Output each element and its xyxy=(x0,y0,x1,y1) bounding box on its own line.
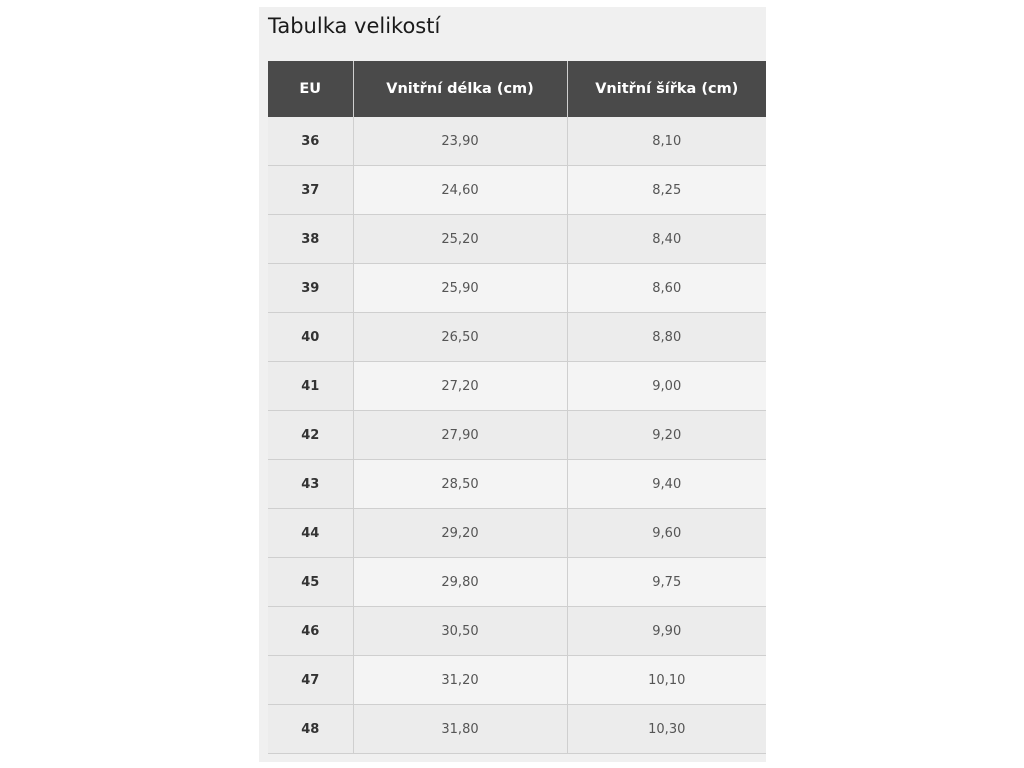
table-row xyxy=(268,509,766,558)
cell-eu-size: 47 xyxy=(268,656,353,705)
table-row xyxy=(268,117,766,166)
cell-inner-length: 31,20 xyxy=(353,656,567,705)
cell-eu-size: 43 xyxy=(268,460,353,509)
cell-eu-size: 44 xyxy=(268,509,353,558)
table-row xyxy=(268,362,766,411)
table-row xyxy=(268,215,766,264)
header-eu: EU xyxy=(268,61,353,117)
size-chart-panel xyxy=(259,7,766,762)
cell-inner-width: 9,40 xyxy=(567,460,766,509)
cell-inner-length: 26,50 xyxy=(353,313,567,362)
table-row xyxy=(268,460,766,509)
cell-inner-width: 8,80 xyxy=(567,313,766,362)
cell-inner-length: 24,60 xyxy=(353,166,567,215)
cell-inner-length: 27,90 xyxy=(353,411,567,460)
size-table xyxy=(268,61,766,754)
cell-eu-size: 36 xyxy=(268,117,353,166)
cell-inner-width: 9,90 xyxy=(567,607,766,656)
table-row xyxy=(268,411,766,460)
cell-inner-length: 28,50 xyxy=(353,460,567,509)
cell-eu-size: 45 xyxy=(268,558,353,607)
cell-eu-size: 38 xyxy=(268,215,353,264)
table-row xyxy=(268,264,766,313)
cell-eu-size: 46 xyxy=(268,607,353,656)
cell-inner-length: 25,20 xyxy=(353,215,567,264)
cell-eu-size: 41 xyxy=(268,362,353,411)
table-row xyxy=(268,166,766,215)
cell-inner-width: 10,30 xyxy=(567,705,766,754)
table-row xyxy=(268,656,766,705)
cell-inner-width: 8,40 xyxy=(567,215,766,264)
table-row xyxy=(268,705,766,754)
cell-inner-width: 8,10 xyxy=(567,117,766,166)
cell-inner-length: 29,80 xyxy=(353,558,567,607)
table-row xyxy=(268,607,766,656)
cell-inner-width: 9,75 xyxy=(567,558,766,607)
cell-inner-width: 8,25 xyxy=(567,166,766,215)
cell-eu-size: 48 xyxy=(268,705,353,754)
page-title: Tabulka velikostí xyxy=(268,14,441,38)
header-inner-length: Vnitřní délka (cm) xyxy=(353,61,567,117)
cell-inner-length: 25,90 xyxy=(353,264,567,313)
cell-inner-width: 9,00 xyxy=(567,362,766,411)
header-row xyxy=(268,61,766,117)
cell-inner-length: 31,80 xyxy=(353,705,567,754)
cell-inner-length: 23,90 xyxy=(353,117,567,166)
header-inner-width: Vnitřní šířka (cm) xyxy=(567,61,766,117)
cell-inner-width: 9,60 xyxy=(567,509,766,558)
cell-inner-width: 9,20 xyxy=(567,411,766,460)
cell-inner-width: 10,10 xyxy=(567,656,766,705)
cell-inner-length: 27,20 xyxy=(353,362,567,411)
cell-inner-width: 8,60 xyxy=(567,264,766,313)
cell-eu-size: 42 xyxy=(268,411,353,460)
cell-eu-size: 37 xyxy=(268,166,353,215)
table-row xyxy=(268,313,766,362)
cell-eu-size: 40 xyxy=(268,313,353,362)
cell-inner-length: 30,50 xyxy=(353,607,567,656)
cell-inner-length: 29,20 xyxy=(353,509,567,558)
table-body xyxy=(268,117,766,754)
cell-eu-size: 39 xyxy=(268,264,353,313)
table-header xyxy=(268,61,766,117)
table-row xyxy=(268,558,766,607)
